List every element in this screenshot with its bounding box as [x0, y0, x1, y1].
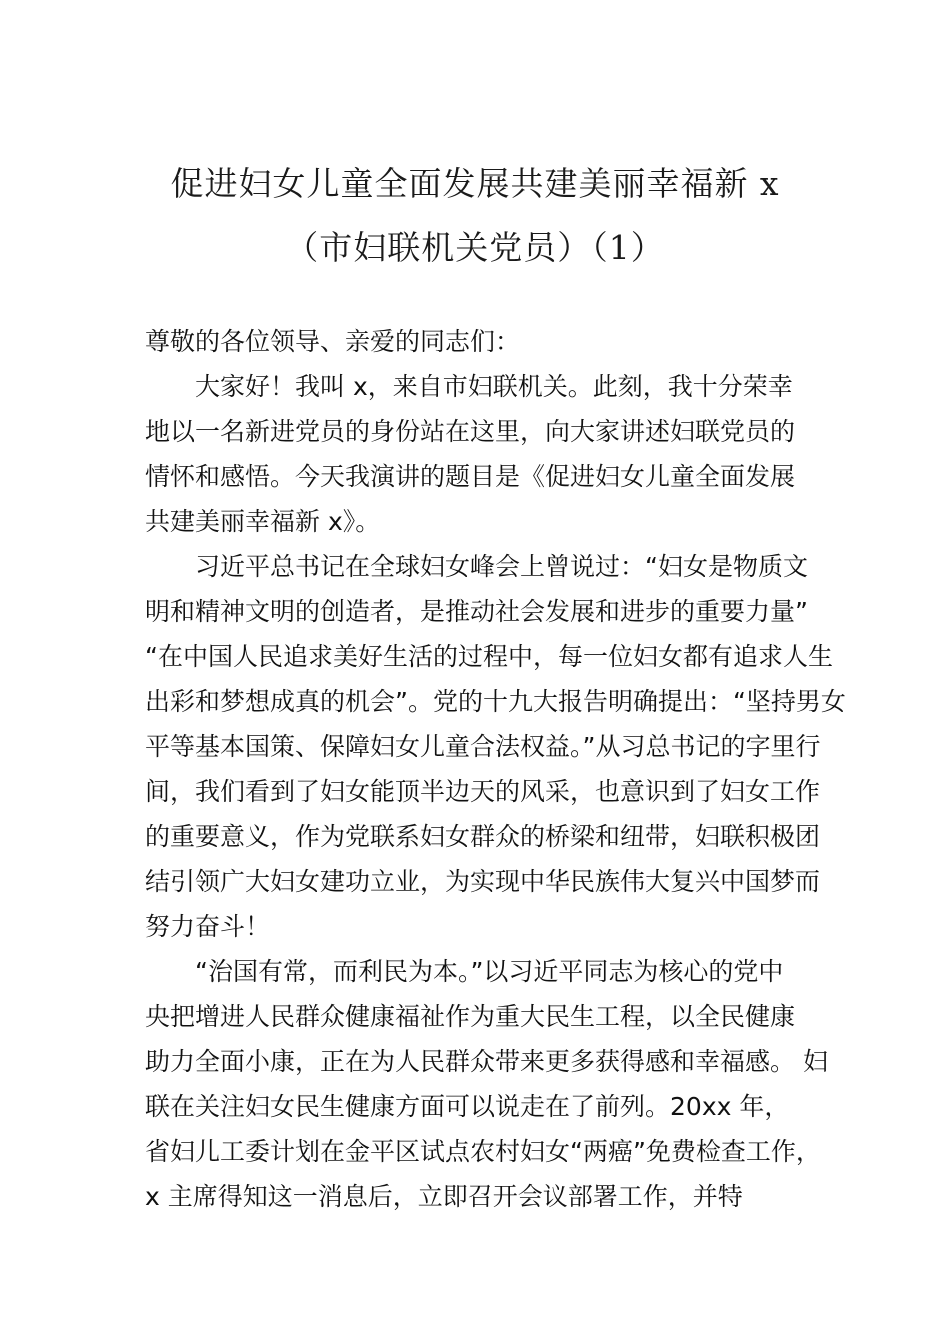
- paragraph-line: 间，我们看到了妇女能顶半边天的风采，也意识到了妇女工作: [145, 777, 821, 806]
- paragraph-line: 结引领广大妇女建功立业，为实现中华民族伟大复兴中国梦而: [145, 867, 821, 896]
- paragraph-line: 明和精神文明的创造者，是推动社会发展和进步的重要力量”: [145, 597, 808, 626]
- paragraph-line: 出彩和梦想成真的机会”。党的十九大报告明确提出：“坚持男女: [145, 687, 846, 716]
- paragraph-line: 的重要意义，作为党联系妇女群众的桥梁和纽带，妇联积极团: [145, 822, 821, 851]
- paragraph-line: “在中国人民追求美好生活的过程中，每一位妇女都有追求人生: [145, 642, 833, 671]
- paragraph-line: 情怀和感悟。今天我演讲的题目是《促进妇女儿童全面发展: [145, 462, 796, 491]
- paragraph-line: x 主席得知这一消息后，立即召开会议部署工作，并特: [145, 1182, 743, 1211]
- paragraph-line: 习近平总书记在全球妇女峰会上曾说过：“妇女是物质文: [195, 552, 808, 581]
- paragraph-line: 大家好！我叫 x，来自市妇联机关。此刻，我十分荣幸: [195, 372, 793, 401]
- paragraph-line: 央把增进人民群众健康福祉作为重大民生工程，以全民健康: [145, 1002, 796, 1031]
- paragraph-line: 省妇儿工委计划在金平区试点农村妇女“两癌”免费检查工作，: [145, 1137, 821, 1166]
- paragraph-line: 努力奋斗！: [145, 912, 271, 941]
- paragraph-line: 平等基本国策、保障妇女儿童合法权益。”从习总书记的字里行: [145, 732, 821, 761]
- paragraph-line: 助力全面小康，正在为人民群众带来更多获得感和幸福感。 妇: [145, 1047, 828, 1076]
- document-title: 促进妇女儿童全面发展共建美丽幸福新 x: [170, 164, 780, 203]
- paragraph-line: 联在关注妇女民生健康方面可以说走在了前列。20xx 年，: [145, 1092, 790, 1121]
- paragraph-line: “治国有常，而利民为本。”以习近平同志为核心的党中: [195, 957, 784, 986]
- document-body: [145, 319, 846, 1219]
- paragraph-line: 地以一名新进党员的身份站在这里，向大家讲述妇联党员的: [145, 417, 796, 446]
- paragraph-line: 共建美丽幸福新 x》。: [145, 507, 381, 536]
- salutation-line: 尊敬的各位领导、亲爱的同志们：: [145, 327, 521, 356]
- document-subtitle: （市妇联机关党员）（1）: [285, 228, 665, 267]
